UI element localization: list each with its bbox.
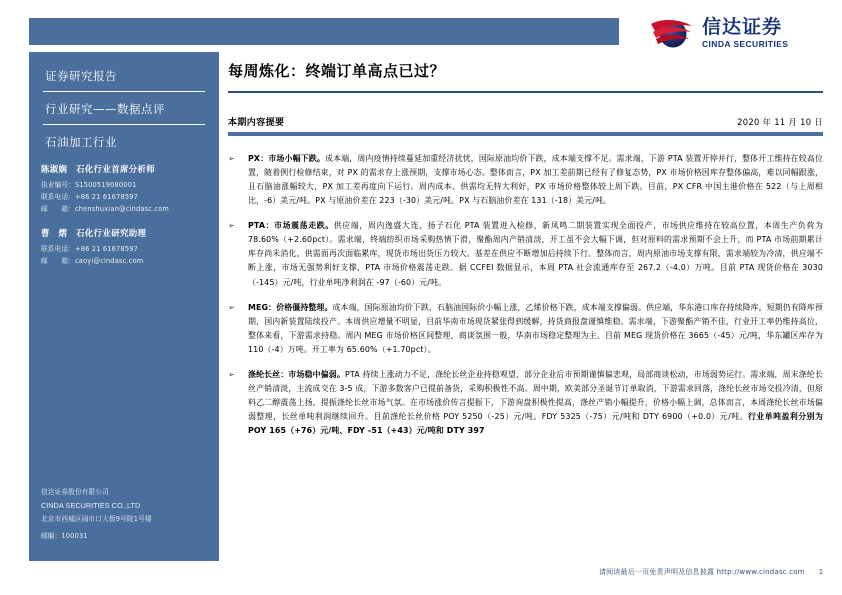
disclaimer-note[interactable]: 请阅读最后一页免责声明及信息披露 http://www.cindasc.com <box>598 568 805 576</box>
summary-heading: PTA：市场震荡走跌。 <box>248 221 334 231</box>
analyst-name: 曹 熠 石化行业研究助理 <box>41 227 147 238</box>
analyst-phone: 联系电话：+86 21 61678597 <box>41 244 139 253</box>
summary-heading: 涤纶长丝：市场稳中偏弱。 <box>248 369 345 379</box>
section-header-row <box>228 93 823 128</box>
section-divider <box>228 132 823 136</box>
analyst-license: 执业编号：S1500519080001 <box>41 181 137 189</box>
page-number: 1 <box>818 567 823 576</box>
header-accent-bar <box>29 18 619 45</box>
bullet-arrow-icon: ➢ <box>228 154 235 163</box>
analyst-name: 陈淑娴 石化行业首席分析师 <box>41 164 156 174</box>
list-item <box>228 152 823 208</box>
analyst-email[interactable]: 邮 箱：chenshuxian@cindasc.com <box>41 205 170 214</box>
sidebar-tab-list <box>29 52 219 157</box>
logo-wordmark <box>702 15 789 49</box>
section-label: 本期内容提要 <box>228 118 285 128</box>
bullet-arrow-icon: ➢ <box>228 221 235 231</box>
sidebar-item-industry-research[interactable]: 行业研究——数据点评 <box>43 92 205 125</box>
summary-profit-highlight: 行业单吨盈利分别为 POY 165（+76）元/吨、FDY -51（+43）元/吨和 DTY 397 <box>248 412 823 436</box>
analyst-email[interactable]: 邮 箱：caoyi@cindasc.com <box>41 256 144 265</box>
summary-text: 供应端，周内逸盛大连、扬子石化 PTA 装置进入检修，新凤鸣二期装置实现全面投产，市场供应维持在较高位置，本周生产负荷为 78.60%（+2.60pct）。需求端，终端纺织市场采购热情下滑，聚酯周内产销清淡，开工虽不会大幅下调，但对原料的需求预期不会上升，而 PTA 市场前期累计库存尚未消化，供需面再次面临累库，现货市场出货压力较大。基差在供应不断增加后持续下行。整体而言，周内原油市场支撑有限，需求端较为冷清，供应端不断上涨，市场无强势利好支撑，PTA 市场价格震荡走跌。据 CCFEI 数据显示，本周 PTA 社会流通库存至 267.2（-4.0）万吨。目前 PTA 现货价格在 3030（-145）元/吨，行业单吨净利润在 -97（-60）元/吨。 <box>248 221 824 287</box>
sidebar-item-research-report[interactable]: 证券研究报告 <box>43 59 205 92</box>
summary-heading: PX：市场小幅下跌。 <box>248 154 326 163</box>
main-content <box>228 52 823 449</box>
summary-text: 成本端，周内疫情持续蔓延加重经济扰忧，国际原油均价下跌，成本端支撑不足。需求端，下游 PTA 装置开停并行，整体开工维持在较高位置，随着例行检修结束，对 PX 的需求存上涨预期，支撑市场心态。整体而言，PX 加工差前期已经有了修复态势，PX 市场价格因库存整体偏高，难以同幅跟涨，且石脑油涨幅较大，PX 加工差再度向下运行。周内成本、供需均无特大利好，PX 市场价格整体较上周下跌。目前，PX CFR 中国主港价格在 522（与上周相比，-6）美元/吨。PX 与原油价差在 223（-30）美元/吨。PX 与石脑油价差在 131（-18）美元/吨。 <box>248 154 823 206</box>
company-info-block <box>41 486 213 543</box>
list-item <box>228 301 823 357</box>
summary-text: 成本端，国际原油均价下跌，石脑油国际价小幅上涨，乙烯价格下跌，成本端支撑偏弱。供应端，华东港口库存持续降库，短期仍有降库预期，国内新装置陆续投产。本周供应增量不明显，目前华南市场现货紧张得到缓解，持货商报盘谨慎维稳。需求端，下游聚酯产销不佳，行业开工率仍维持高位，整体来看，下游需求持稳。周内 MEG 市场价格区间整理，商谈氛围一般，华南市场稳定整理为主。目前 MEG 现货价格在 3665（-45）元/吨，华东罐区库存为 110（-4）万吨。开工率为 65.60%（+1.70pct）。 <box>248 302 823 354</box>
bullet-arrow-icon: ➢ <box>228 369 235 379</box>
summary-paragraph-polyester-filament <box>248 368 823 438</box>
analyst-assistant <box>41 227 207 267</box>
company-zip: 邮编：100031 <box>41 532 88 541</box>
analyst-phone: 联系电话：+86 21 61678597 <box>41 193 139 202</box>
logo-name-en: CINDA SECURITIES <box>702 38 789 49</box>
summary-paragraph-meg <box>248 301 823 357</box>
company-name-en: CINDA SECURITIES CO.,LTD <box>41 501 141 511</box>
cinda-logo-icon <box>650 15 694 51</box>
company-address: 北京市西城区闹市口大街9号院1号楼 <box>41 515 152 524</box>
logo-name-cn: 信达证券 <box>702 15 783 38</box>
analyst-contact-block <box>29 163 219 267</box>
sidebar <box>29 52 219 561</box>
summary-list <box>228 152 823 438</box>
list-item <box>228 219 823 289</box>
company-name-cn: 信达证券股份有限公司 <box>41 488 109 497</box>
page-footer <box>228 567 823 577</box>
report-date: 2020 年 11 月 10 日 <box>737 117 823 127</box>
analyst-primary <box>41 163 207 216</box>
summary-text: PTA 持续上涨动力不足，涤纶长丝企业持稳观望，部分企业后市预期谨慎偏悲观，局部商谈松动，市场弱势运行。需求端，周末涤纶长丝产销清淡，主流成交在 3-5 成，下游多数客户已提前备货，采购积极性不高。周中期，欧美部分圣诞节订单取消，下游需求回落，涤纶长丝市场交投冷清，但原料乙二醇震荡上扬，提振涤纶长丝市场气氛。在市场涨价传言提振下，下游询盘积极性提高，涤丝产销小幅提升，价格小幅上调，总体而言，本周涤纶长丝市场偏弱整理，长丝单吨利润继续回升。目前涤纶长丝价格 POY 5250（-25）元/吨。FDY 5325（-75）元/吨和 DTY 6900（+0.0）元/吨。 <box>248 369 823 421</box>
summary-heading: MEG：价格僵持整理。 <box>248 302 333 312</box>
page-title: 每周炼化：终端订单高点已过？ <box>228 62 446 80</box>
bullet-arrow-icon: ➢ <box>228 302 235 312</box>
list-item <box>228 368 823 438</box>
summary-paragraph-px <box>248 152 823 208</box>
summary-paragraph-pta <box>248 219 823 289</box>
sidebar-item-petroleum-processing[interactable]: 石油加工行业 <box>45 135 117 149</box>
company-logo <box>650 12 830 54</box>
